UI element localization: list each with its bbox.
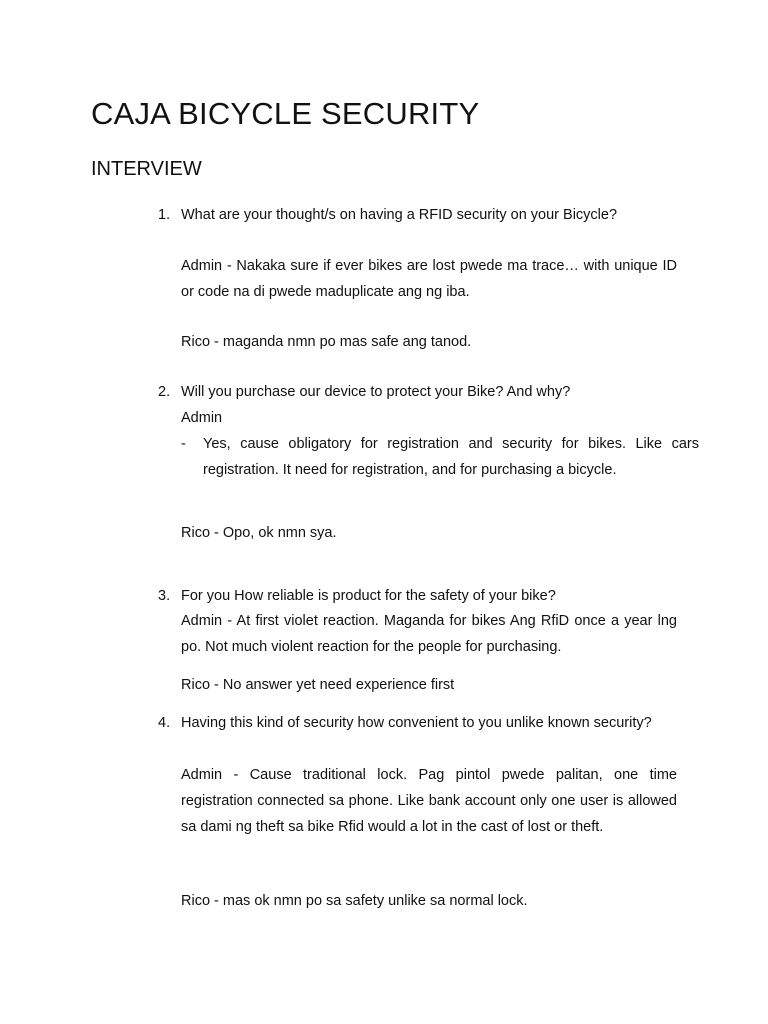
- document-subtitle: INTERVIEW: [91, 158, 202, 180]
- admin-answer: Admin - Cause traditional lock. Pag pintol pwede palitan, one time registration connected sa phone. Like bank account only one user is allowed sa dami ng theft sa bike Rfid would a lot in the cast of lost or theft.: [181, 767, 677, 835]
- question-text: Having this kind of security how convenient to you unlike known security?: [181, 715, 652, 731]
- question-text: Will you purchase our device to protect your Bike? And why?: [181, 384, 571, 400]
- question-number: 3.: [158, 588, 171, 604]
- question-number: 1.: [158, 207, 171, 223]
- list-dash: -: [181, 436, 186, 452]
- admin-answer: Yes, cause obligatory for registration and security for bikes. Like cars registration. It need for registration, and for purchasing a bicycle.: [203, 436, 699, 478]
- question-number: 4.: [158, 715, 171, 731]
- rico-answer: Rico - Opo, ok nmn sya.: [181, 525, 337, 541]
- admin-answer: Admin - At first violet reaction. Maganda for bikes Ang RfiD once a year lng po. Not much violent reaction for the people for purchasing.: [181, 613, 677, 655]
- admin-answer-item: [181, 431, 699, 483]
- question-text: What are your thought/s on having a RFID security on your Bicycle?: [181, 207, 618, 223]
- rico-answer: Rico - No answer yet need experience first: [181, 677, 455, 693]
- question-number: 2.: [158, 384, 171, 400]
- admin-label: Admin: [181, 410, 223, 426]
- question-text: For you How reliable is product for the safety of your bike?: [181, 588, 556, 604]
- rico-answer: Rico - mas ok nmn po sa safety unlike sa normal lock.: [181, 893, 528, 909]
- document-title: CAJA BICYCLE SECURITY: [91, 96, 480, 131]
- rico-answer: Rico - maganda nmn po mas safe ang tanod.: [181, 334, 472, 350]
- admin-answer: Admin - Nakaka sure if ever bikes are lost pwede ma trace… with unique ID or code na di pwede maduplicate ang ng iba.: [181, 258, 677, 300]
